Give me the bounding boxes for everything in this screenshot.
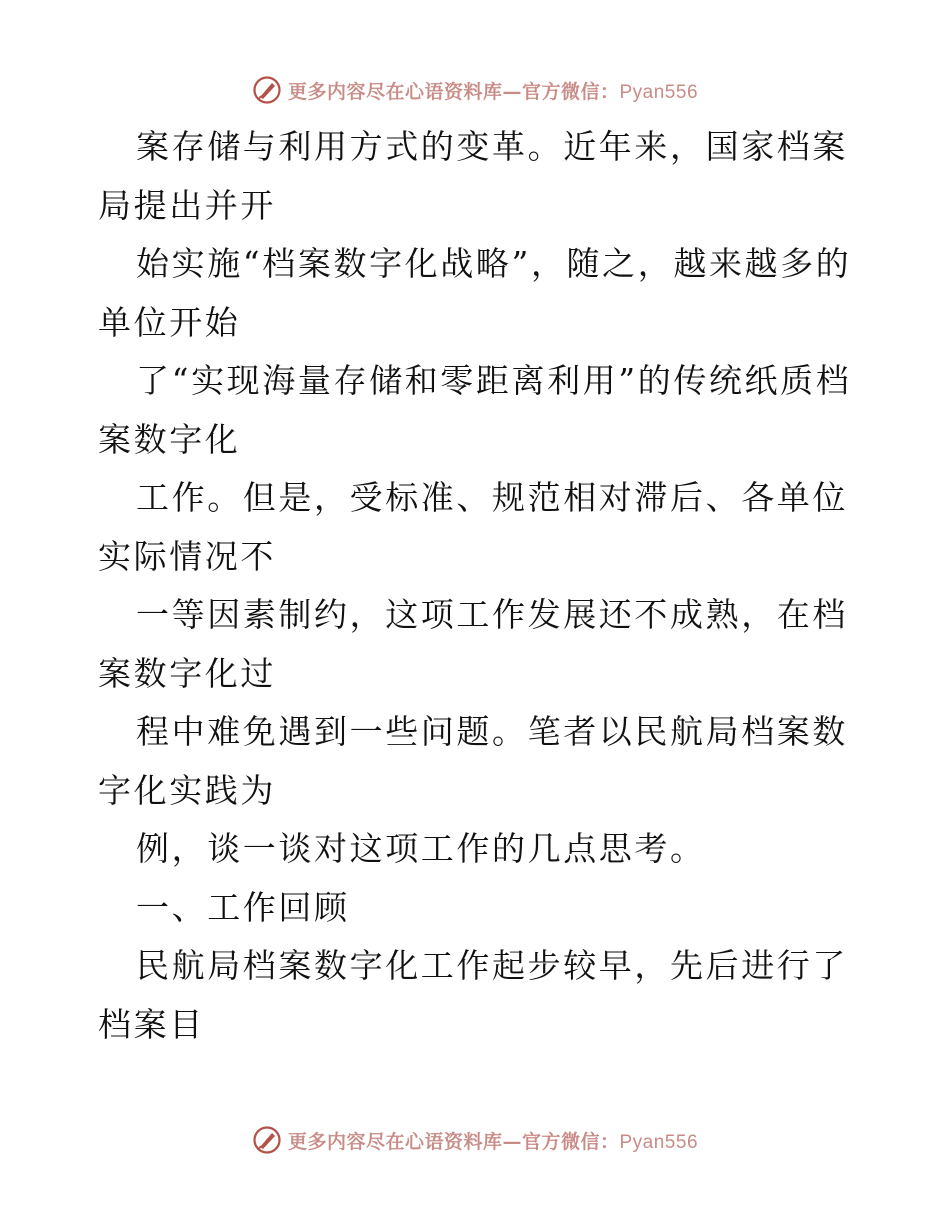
section-heading: 一、工作回顾 <box>136 887 350 927</box>
paragraph: 始实施“档案数字化战略”，随之，越来越多的单位开始 <box>98 244 852 342</box>
banner-text <box>288 1127 698 1154</box>
banner-text <box>288 77 698 104</box>
banner-wechat-id: Pyan556 <box>619 1131 699 1153</box>
paragraph: 工作。但是，受标准、规范相对滞后、各单位实际情况不 <box>98 478 848 576</box>
paragraph: 了“实现海量存储和零距离利用”的传统纸质档案数字化 <box>98 361 852 459</box>
banner-wechat-id: Pyan556 <box>619 81 699 103</box>
quill-pen-seal-icon <box>252 1125 282 1155</box>
quill-pen-seal-icon <box>252 75 282 105</box>
banner-slogan: 更多内容尽在心语资料库—官方微信： <box>287 1130 620 1153</box>
paragraph: 民航局档案数字化工作起步较早，先后进行了档案目 <box>98 946 848 1044</box>
header-banner <box>0 70 950 110</box>
document-body <box>98 118 858 1054</box>
footer-banner <box>0 1120 950 1160</box>
paragraph: 案存储与利用方式的变革。近年来，国家档案局提出并开 <box>98 127 848 225</box>
paragraph: 程中难免遇到一些问题。笔者以民航局档案数字化实践为 <box>98 712 848 810</box>
paragraph: 例，谈一谈对这项工作的几点思考。 <box>136 829 706 868</box>
banner-slogan: 更多内容尽在心语资料库—官方微信： <box>287 80 620 103</box>
paragraph: 一等因素制约，这项工作发展还不成熟，在档案数字化过 <box>98 595 848 693</box>
